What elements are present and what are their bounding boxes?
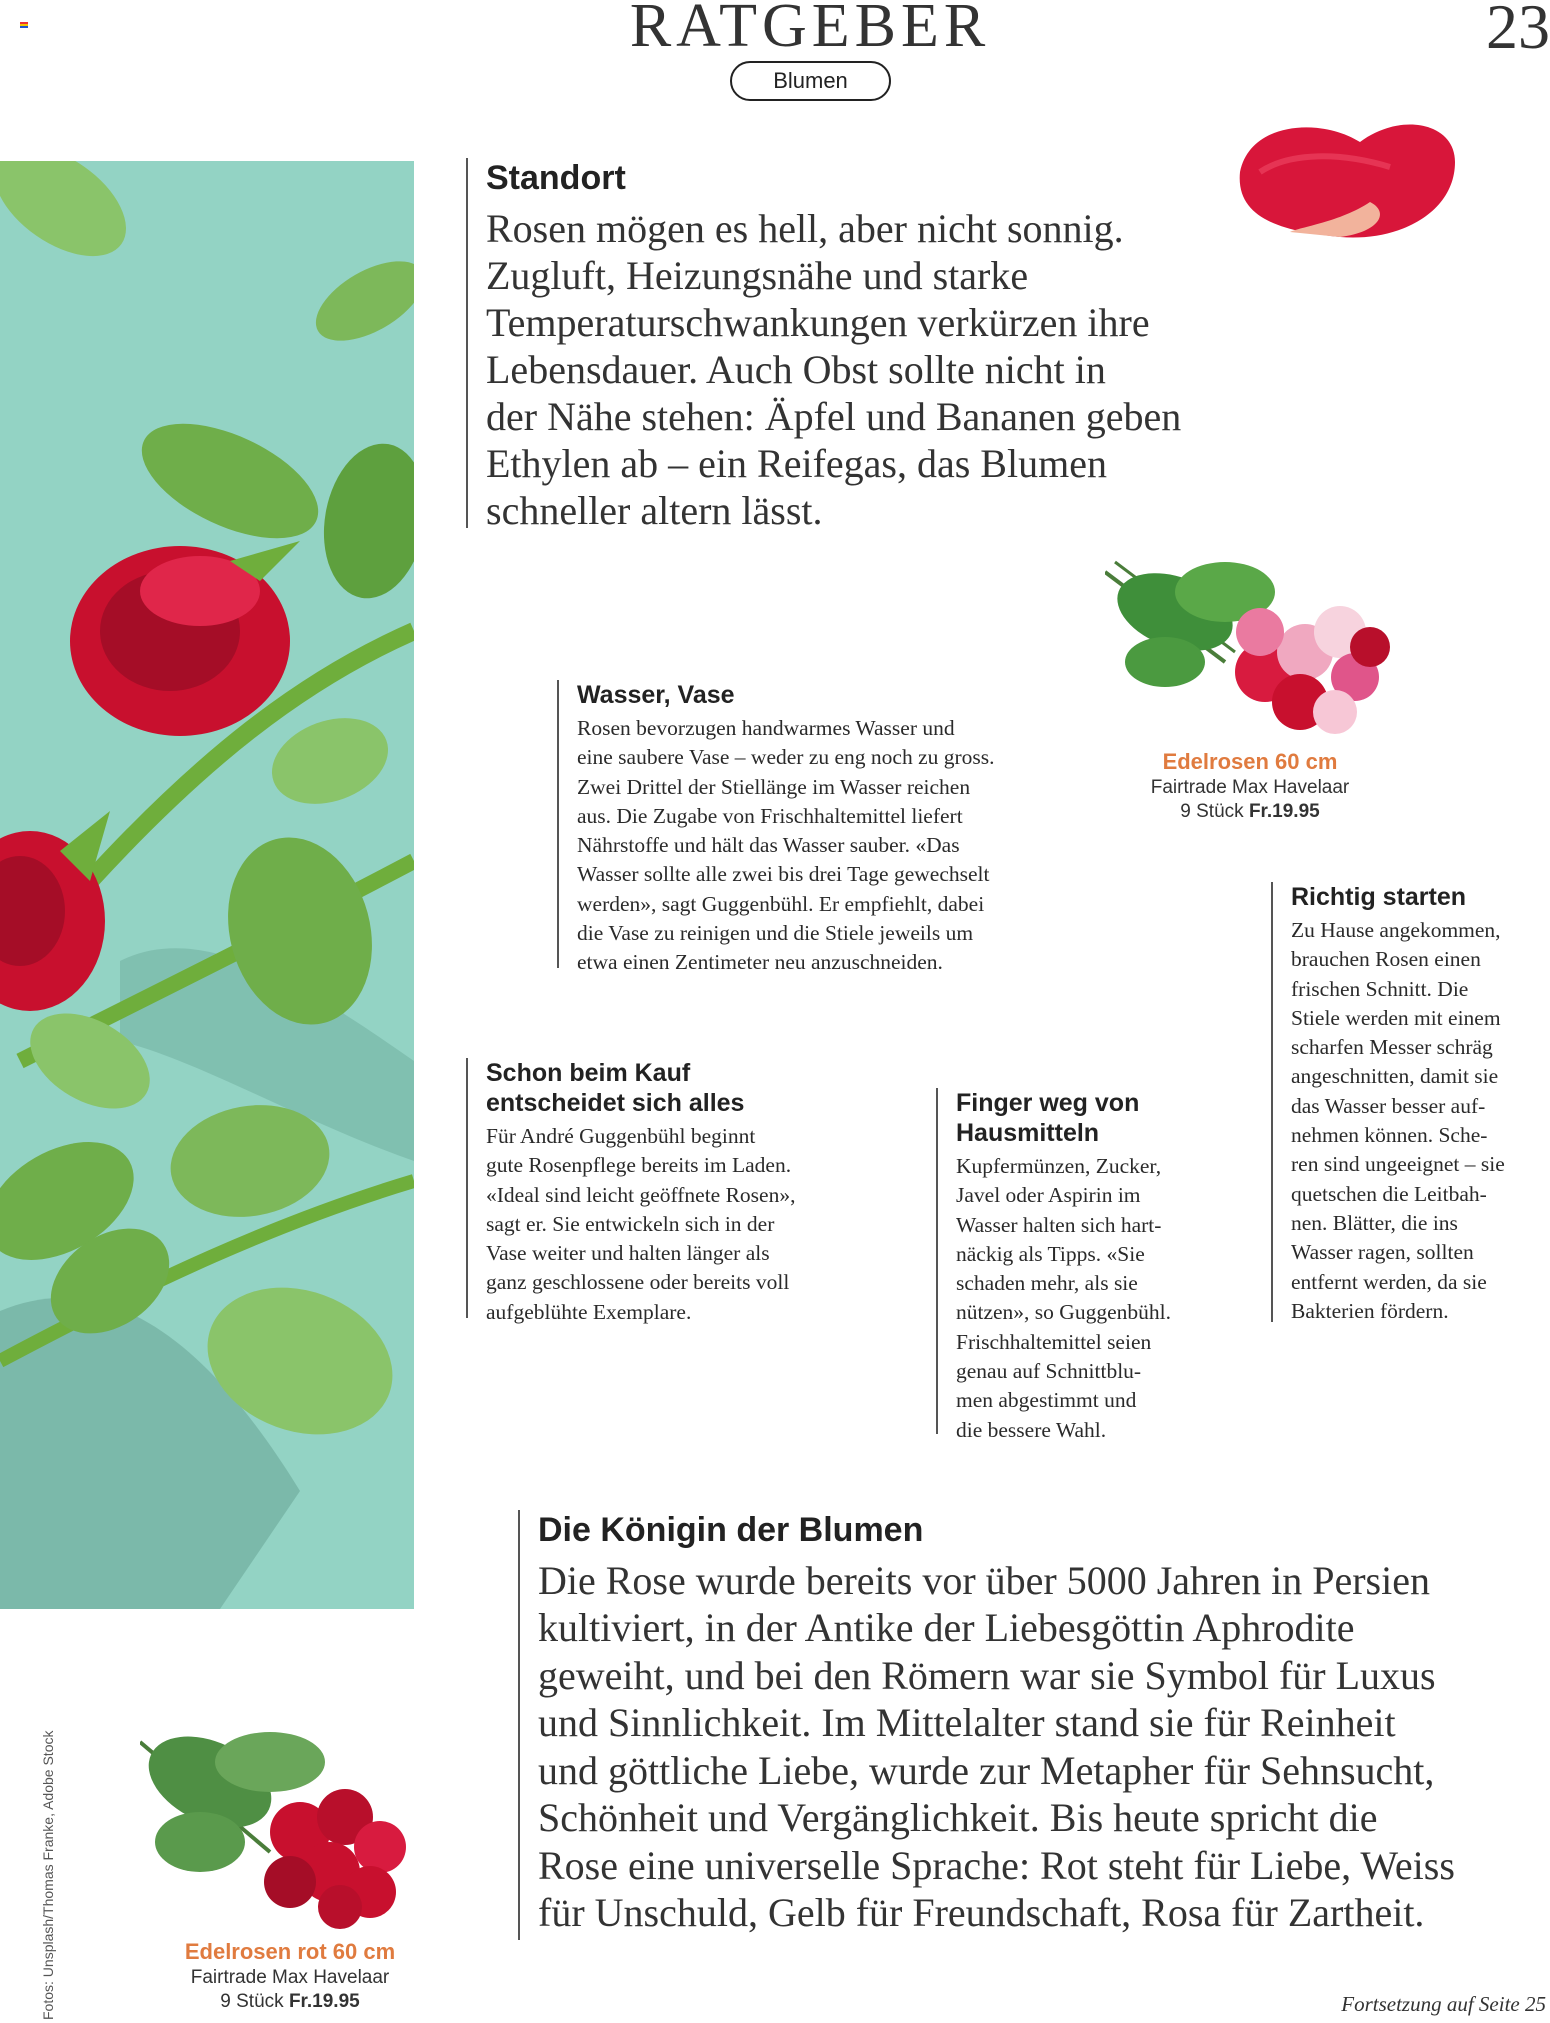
product-price: 9 Stück Fr.19.95	[220, 1991, 360, 2012]
kauf-body: Für André Guggenbühl beginnt gute Rosenpflege bereits im Laden. «Ideal sind leicht geöffnete Rosen», sagt er. Sie entwickeln sich in der Vase weiter und halten länger als ganz geschlossene oder bereits voll aufgeblühte Exemplare.	[486, 1124, 796, 1324]
standort-body: Rosen mögen es hell, aber nicht sonnig. Zugluft, Heizungsnähe und starke Temperaturschwankungen verkürzen ihre Lebensdauer. Auch Obst sollte nicht in der Nähe stehen: Äpfel und Bananen geben Ethylen ab – ein Reifegas, das Blumen schneller altern lässt.	[486, 205, 1182, 533]
richtig-heading: Richtig starten	[1291, 883, 1467, 911]
koenigin-body: Die Rose wurde bereits vor über 5000 Jahren in Persien kultiviert, in der Antike der Liebesgöttin Aphrodite geweiht, und bei den Römern war sie Symbol für Luxus und Sinnlichkeit. Im Mittelalter stand sie für Reinheit und göttliche Liebe, wurde zur Metapher für Sehnsucht, Schönheit und Vergänglichkeit. Bis heute spricht die Rose eine universelle Sprache: Rot steht für Liebe, Weiss für Unschuld, Gelb für Freundschaft, Rosa für Zartheit.	[538, 1557, 1455, 1936]
standort-heading: Standort	[486, 159, 626, 197]
page-number: 23	[1486, 0, 1550, 62]
product-brand: Fairtrade Max Havelaar	[1150, 777, 1350, 798]
photo-credit: Fotos: Unsplash/Thomas Franke, Adobe Stock	[40, 1730, 56, 2020]
wasser-body: Rosen bevorzugen handwarmes Wasser und eine saubere Vase – weder zu eng noch zu gross. Zwei Drittel der Stiellänge im Wasser reichen aus. Die Zugabe von Frischhaltemittel liefert Nährstoffe und hält das Wasser sauber. «Das Wasser sollte alle zwei bis drei Tage gewechselt werden», sagt Guggenbühl. Er empfiehlt, dabei die Vase zu reinigen und die Stiele jeweils um etwa einen Zentimeter neu anzuschneiden.	[577, 716, 995, 975]
pink-rose-bouquet-image	[1105, 552, 1395, 742]
wasser-heading: Wasser, Vase	[577, 681, 735, 709]
section-title: RATGEBER	[629, 0, 991, 60]
article-wasser-vase	[557, 680, 1097, 975]
richtig-body: Zu Hause angekommen, brauchen Rosen einen frischen Schnitt. Die Stiele werden mit einem scharfen Messer schräg angeschnitten, damit sie das Wasser besser auf- nehmen können. Sche- ren sind ungeeignet – sie quetschen die Leitbah- nen. Blätter, die ins Wasser ragen, sollten entfernt werden, da sie Bakterien fördern.	[1291, 918, 1505, 1323]
continuation-note[interactable]: Fortsetzung auf Seite 25	[1341, 1992, 1546, 2016]
product-price: 9 Stück Fr.19.95	[1180, 801, 1320, 822]
product-edelrosen-rot	[140, 1938, 440, 2014]
finger-body: Kupfermünzen, Zucker, Javel oder Aspirin im Wasser halten sich hart- näckig als Tipps. «Sie schaden mehr, als sie nützen», so Guggenbühl. Frischhaltemittel seien genau auf Schnittblu- men abgestimmt und die bessere Wahl.	[956, 1154, 1171, 1442]
article-richtig-starten	[1271, 882, 1550, 1322]
red-rose-bouquet-image	[140, 1722, 410, 1932]
article-standort	[466, 158, 1226, 533]
product-brand: Fairtrade Max Havelaar	[190, 1967, 390, 1988]
rose-photo	[0, 161, 414, 1609]
finger-heading: Finger weg von Hausmitteln	[956, 1089, 1140, 1147]
koenigin-heading: Die Königin der Blumen	[538, 1511, 924, 1549]
category-badge: Blumen	[730, 61, 891, 101]
product-name: Edelrosen rot 60 cm	[184, 1939, 396, 1964]
article-finger-weg	[936, 1088, 1226, 1442]
article-koenigin	[518, 1510, 1498, 1940]
rose-petal-image	[1230, 112, 1460, 252]
product-name: Edelrosen 60 cm	[1162, 749, 1338, 774]
article-schon-beim-kauf	[466, 1058, 886, 1324]
product-edelrosen	[1090, 748, 1410, 824]
kauf-heading: Schon beim Kauf entscheidet sich alles	[486, 1059, 745, 1117]
